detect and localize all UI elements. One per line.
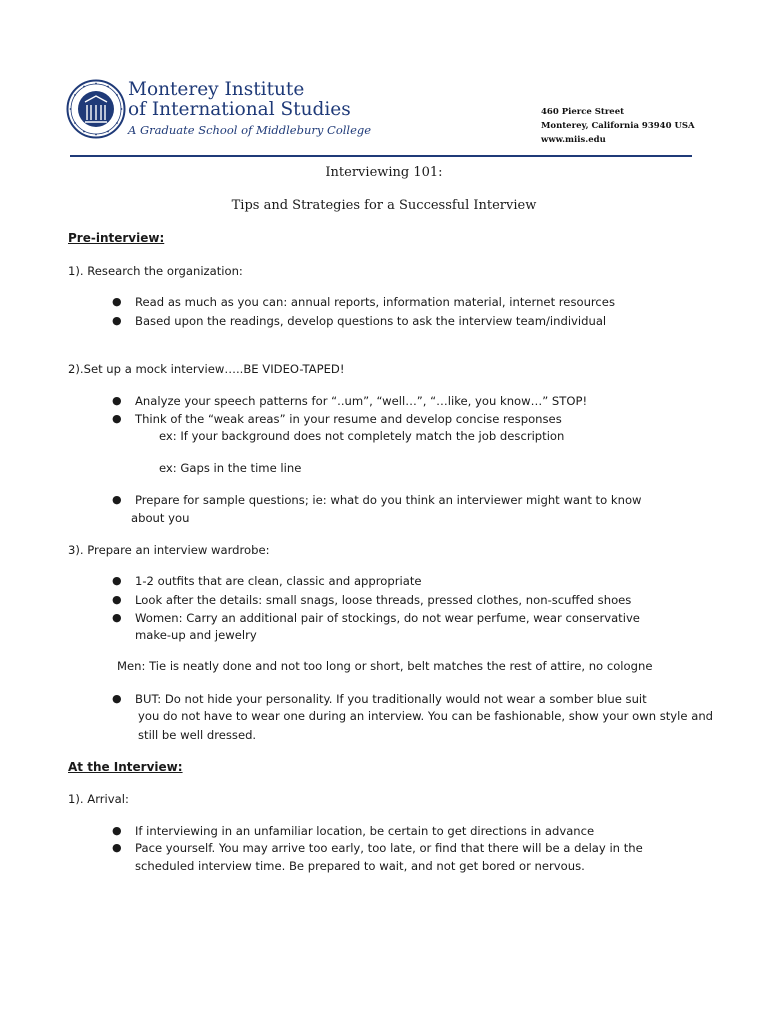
item-label-arrival: 1). Arrival: <box>68 792 129 806</box>
list-item-continuation: still be well dressed. <box>138 728 257 742</box>
institution-name-line1: Monterey Institute <box>128 79 305 100</box>
section-heading-pre-interview: Pre-interview: <box>68 231 165 245</box>
address-city: Monterey, California 93940 USA <box>541 121 695 131</box>
document-subtitle: Tips and Strategies for a Successful Interview <box>231 198 537 213</box>
list-item-continuation: you do not have to wear one during an interview. You can be fashionable, show your own style and <box>138 709 714 723</box>
address-street: 460 Pierce Street <box>541 107 625 117</box>
list-item: If interviewing in an unfamiliar location, be certain to get directions in advance <box>135 824 595 838</box>
bullet-icon: ● <box>112 824 122 837</box>
list-item-continuation: about you <box>131 511 190 525</box>
example-text: ex: If your background does not completely match the job description <box>159 429 565 443</box>
list-item-continuation: scheduled interview time. Be prepared to wait, and not get bored or nervous. <box>135 859 585 873</box>
bullet-icon: ● <box>112 611 122 624</box>
bullet-icon: ● <box>112 295 122 308</box>
institution-name-block <box>128 80 371 137</box>
bullet-icon: ● <box>112 574 122 587</box>
list-item: BUT: Do not hide your personality. If you traditionally would not wear a somber blue suit <box>135 692 647 706</box>
bullet-icon: ● <box>112 841 122 854</box>
bullet-icon: ● <box>112 394 122 407</box>
list-item: Think of the “weak areas” in your resume and develop concise responses <box>135 412 562 426</box>
example-text: ex: Gaps in the time line <box>159 461 302 475</box>
document-title: Interviewing 101: <box>325 165 443 180</box>
bullet-icon: ● <box>112 692 122 705</box>
item-label-wardrobe: 3). Prepare an interview wardrobe: <box>68 543 270 557</box>
list-item: Analyze your speech patterns for “..um”, “well…”, “…like, you know…” STOP! <box>135 394 588 408</box>
bullet-icon: ● <box>112 593 122 606</box>
bullet-icon: ● <box>112 314 122 327</box>
institution-seal-logo <box>66 79 126 139</box>
institution-name-line2: of International Studies <box>128 99 351 120</box>
list-item: Look after the details: small snags, loose threads, pressed clothes, non-scuffed shoes <box>135 593 632 607</box>
bullet-icon: ● <box>112 493 122 506</box>
list-item: Read as much as you can: annual reports, information material, internet resources <box>135 295 615 309</box>
list-item: Based upon the readings, develop questions to ask the interview team/individual <box>135 314 607 328</box>
list-item: Women: Carry an additional pair of stockings, do not wear perfume, wear conservative <box>135 611 640 625</box>
list-item-continuation: make-up and jewelry <box>135 628 257 642</box>
item-label-research: 1). Research the organization: <box>68 264 243 278</box>
address-website: www.miis.edu <box>541 135 606 145</box>
list-item: Pace yourself. You may arrive too early, too late, or find that there will be a delay in the <box>135 841 643 855</box>
item-label-mock-interview: 2).Set up a mock interview…..BE VIDEO-TAPED! <box>68 362 345 376</box>
address-block <box>541 105 695 147</box>
men-note: Men: Tie is neatly done and not too long or short, belt matches the rest of attire, no cologne <box>117 659 653 673</box>
bullet-icon: ● <box>112 412 122 425</box>
header-divider <box>70 155 692 157</box>
institution-subtitle: A Graduate School of Middlebury College <box>128 123 372 137</box>
list-item: Prepare for sample questions; ie: what do you think an interviewer might want to know <box>135 493 642 507</box>
section-heading-at-interview: At the Interview: <box>68 760 183 774</box>
list-item: 1-2 outfits that are clean, classic and appropriate <box>135 574 422 588</box>
